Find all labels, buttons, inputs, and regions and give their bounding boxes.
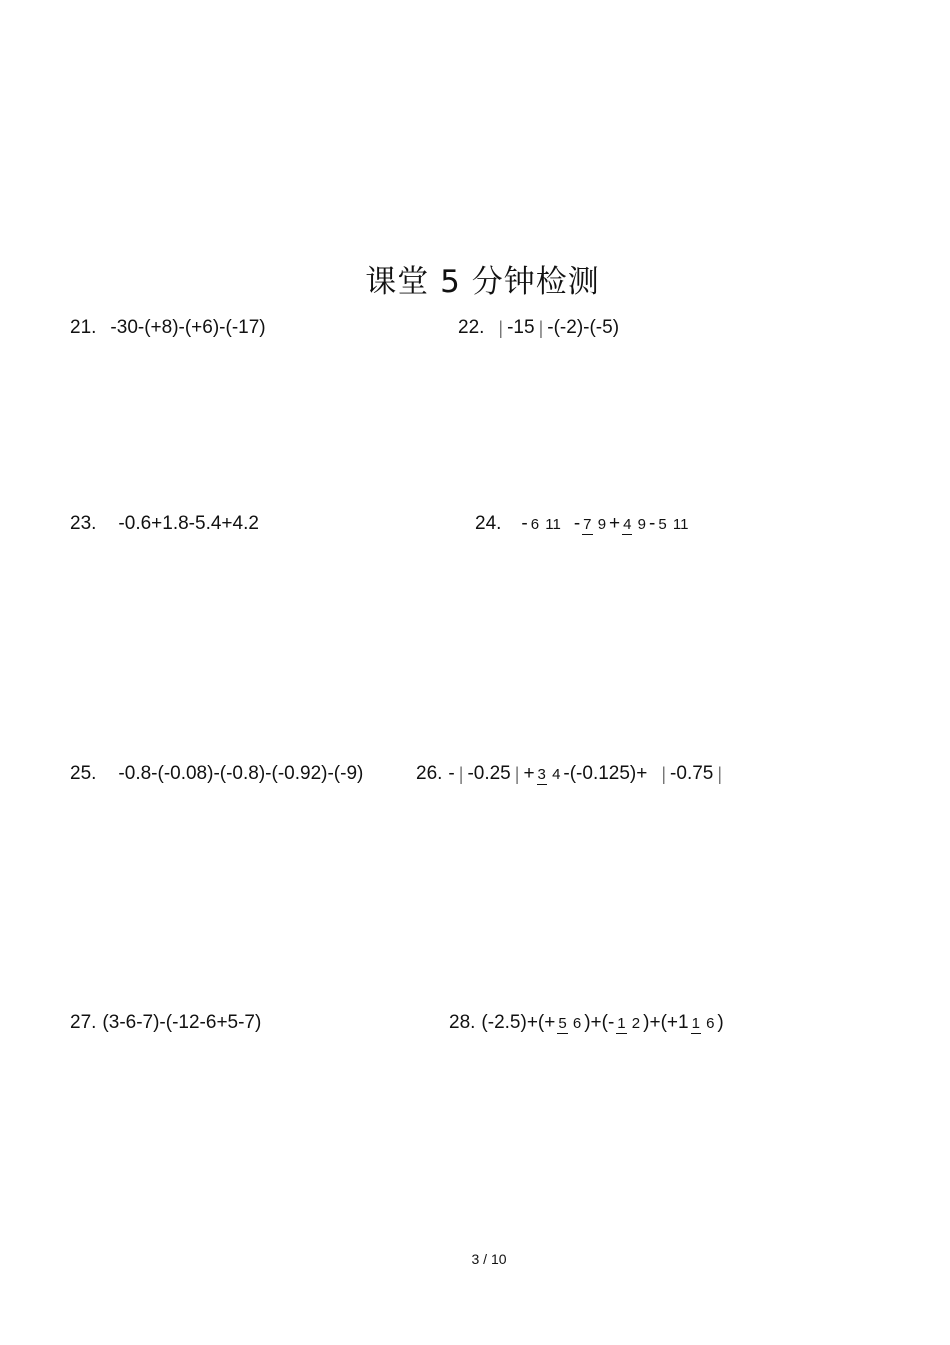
problem-21 xyxy=(70,306,266,350)
problem-number: 23. xyxy=(70,513,97,534)
denominator: 6 xyxy=(572,1014,582,1032)
operator: + xyxy=(523,763,535,784)
operator: - xyxy=(521,513,528,534)
problem-25 xyxy=(70,752,363,796)
problem-number: 21. xyxy=(70,317,97,338)
abs-close: | xyxy=(514,763,520,784)
numerator: 5 xyxy=(558,1014,567,1032)
problem-22 xyxy=(458,306,619,350)
problem-number: 28. xyxy=(449,1012,476,1033)
abs-value: -0.75 xyxy=(670,763,714,784)
abs-value: -0.25 xyxy=(467,763,511,784)
denominator: 6 xyxy=(706,1014,715,1032)
abs-open: | xyxy=(458,763,464,784)
problem-number: 27. xyxy=(70,1012,97,1033)
operator: - xyxy=(573,513,581,534)
problem-number: 26. xyxy=(416,763,443,784)
abs-open: | xyxy=(498,317,504,338)
abs-close: | xyxy=(538,317,544,338)
page-title: 课堂 5 分钟检测 xyxy=(365,264,600,300)
problem-expression: ) xyxy=(717,1012,724,1033)
numerator: 5 xyxy=(658,515,667,533)
problem-number: 25. xyxy=(70,763,97,784)
page-number: 3 / 10 xyxy=(471,1251,507,1267)
problem-28 xyxy=(449,1001,724,1045)
problem-expression: -0.6+1.8-5.4+4.2 xyxy=(118,513,259,534)
denominator: 9 xyxy=(637,515,646,533)
operator: - xyxy=(649,513,656,534)
problem-expression: )+(+1 xyxy=(643,1012,689,1033)
fraction xyxy=(557,1015,582,1032)
denominator: 11 xyxy=(545,515,561,533)
numerator: 1 xyxy=(617,1014,626,1032)
problem-expression: -0.8-(-0.08)-(-0.8)-(-0.92)-(-9) xyxy=(118,763,364,784)
numerator: 6 xyxy=(530,515,540,533)
problem-26 xyxy=(416,752,726,796)
fraction xyxy=(616,1015,641,1032)
denominator: 9 xyxy=(597,515,607,533)
problem-23 xyxy=(70,502,259,546)
fraction xyxy=(537,766,562,783)
operator: + xyxy=(609,513,621,534)
problem-number: 22. xyxy=(458,317,485,338)
problem-expression: (3-6-7)-(-12-6+5-7) xyxy=(102,1012,262,1033)
problem-24 xyxy=(475,502,691,546)
problem-expression: -(-2)-(-5) xyxy=(547,317,620,338)
abs-close: | xyxy=(717,763,723,784)
abs-value: -15 xyxy=(507,317,535,338)
denominator: 11 xyxy=(672,515,689,533)
numerator: 7 xyxy=(583,515,592,533)
denominator: 4 xyxy=(552,765,561,783)
problem-27 xyxy=(70,1001,261,1045)
numerator: 3 xyxy=(537,765,546,783)
fraction xyxy=(657,516,689,533)
problem-expression: (-2.5)+(+ xyxy=(481,1012,556,1033)
denominator: 2 xyxy=(631,1014,641,1032)
problem-expression: -30-(+8)-(+6)-(-17) xyxy=(110,317,266,338)
fraction xyxy=(582,516,607,533)
fraction xyxy=(530,516,562,533)
problem-expression: )+(- xyxy=(584,1012,615,1033)
problem-number: 24. xyxy=(475,513,502,534)
fraction xyxy=(622,516,647,533)
abs-open: | xyxy=(661,763,667,784)
numerator: 1 xyxy=(691,1014,700,1032)
problem-expression: -(-0.125)+ xyxy=(563,763,648,784)
numerator: 4 xyxy=(623,515,632,533)
operator: - xyxy=(448,763,455,784)
fraction xyxy=(691,1015,716,1032)
